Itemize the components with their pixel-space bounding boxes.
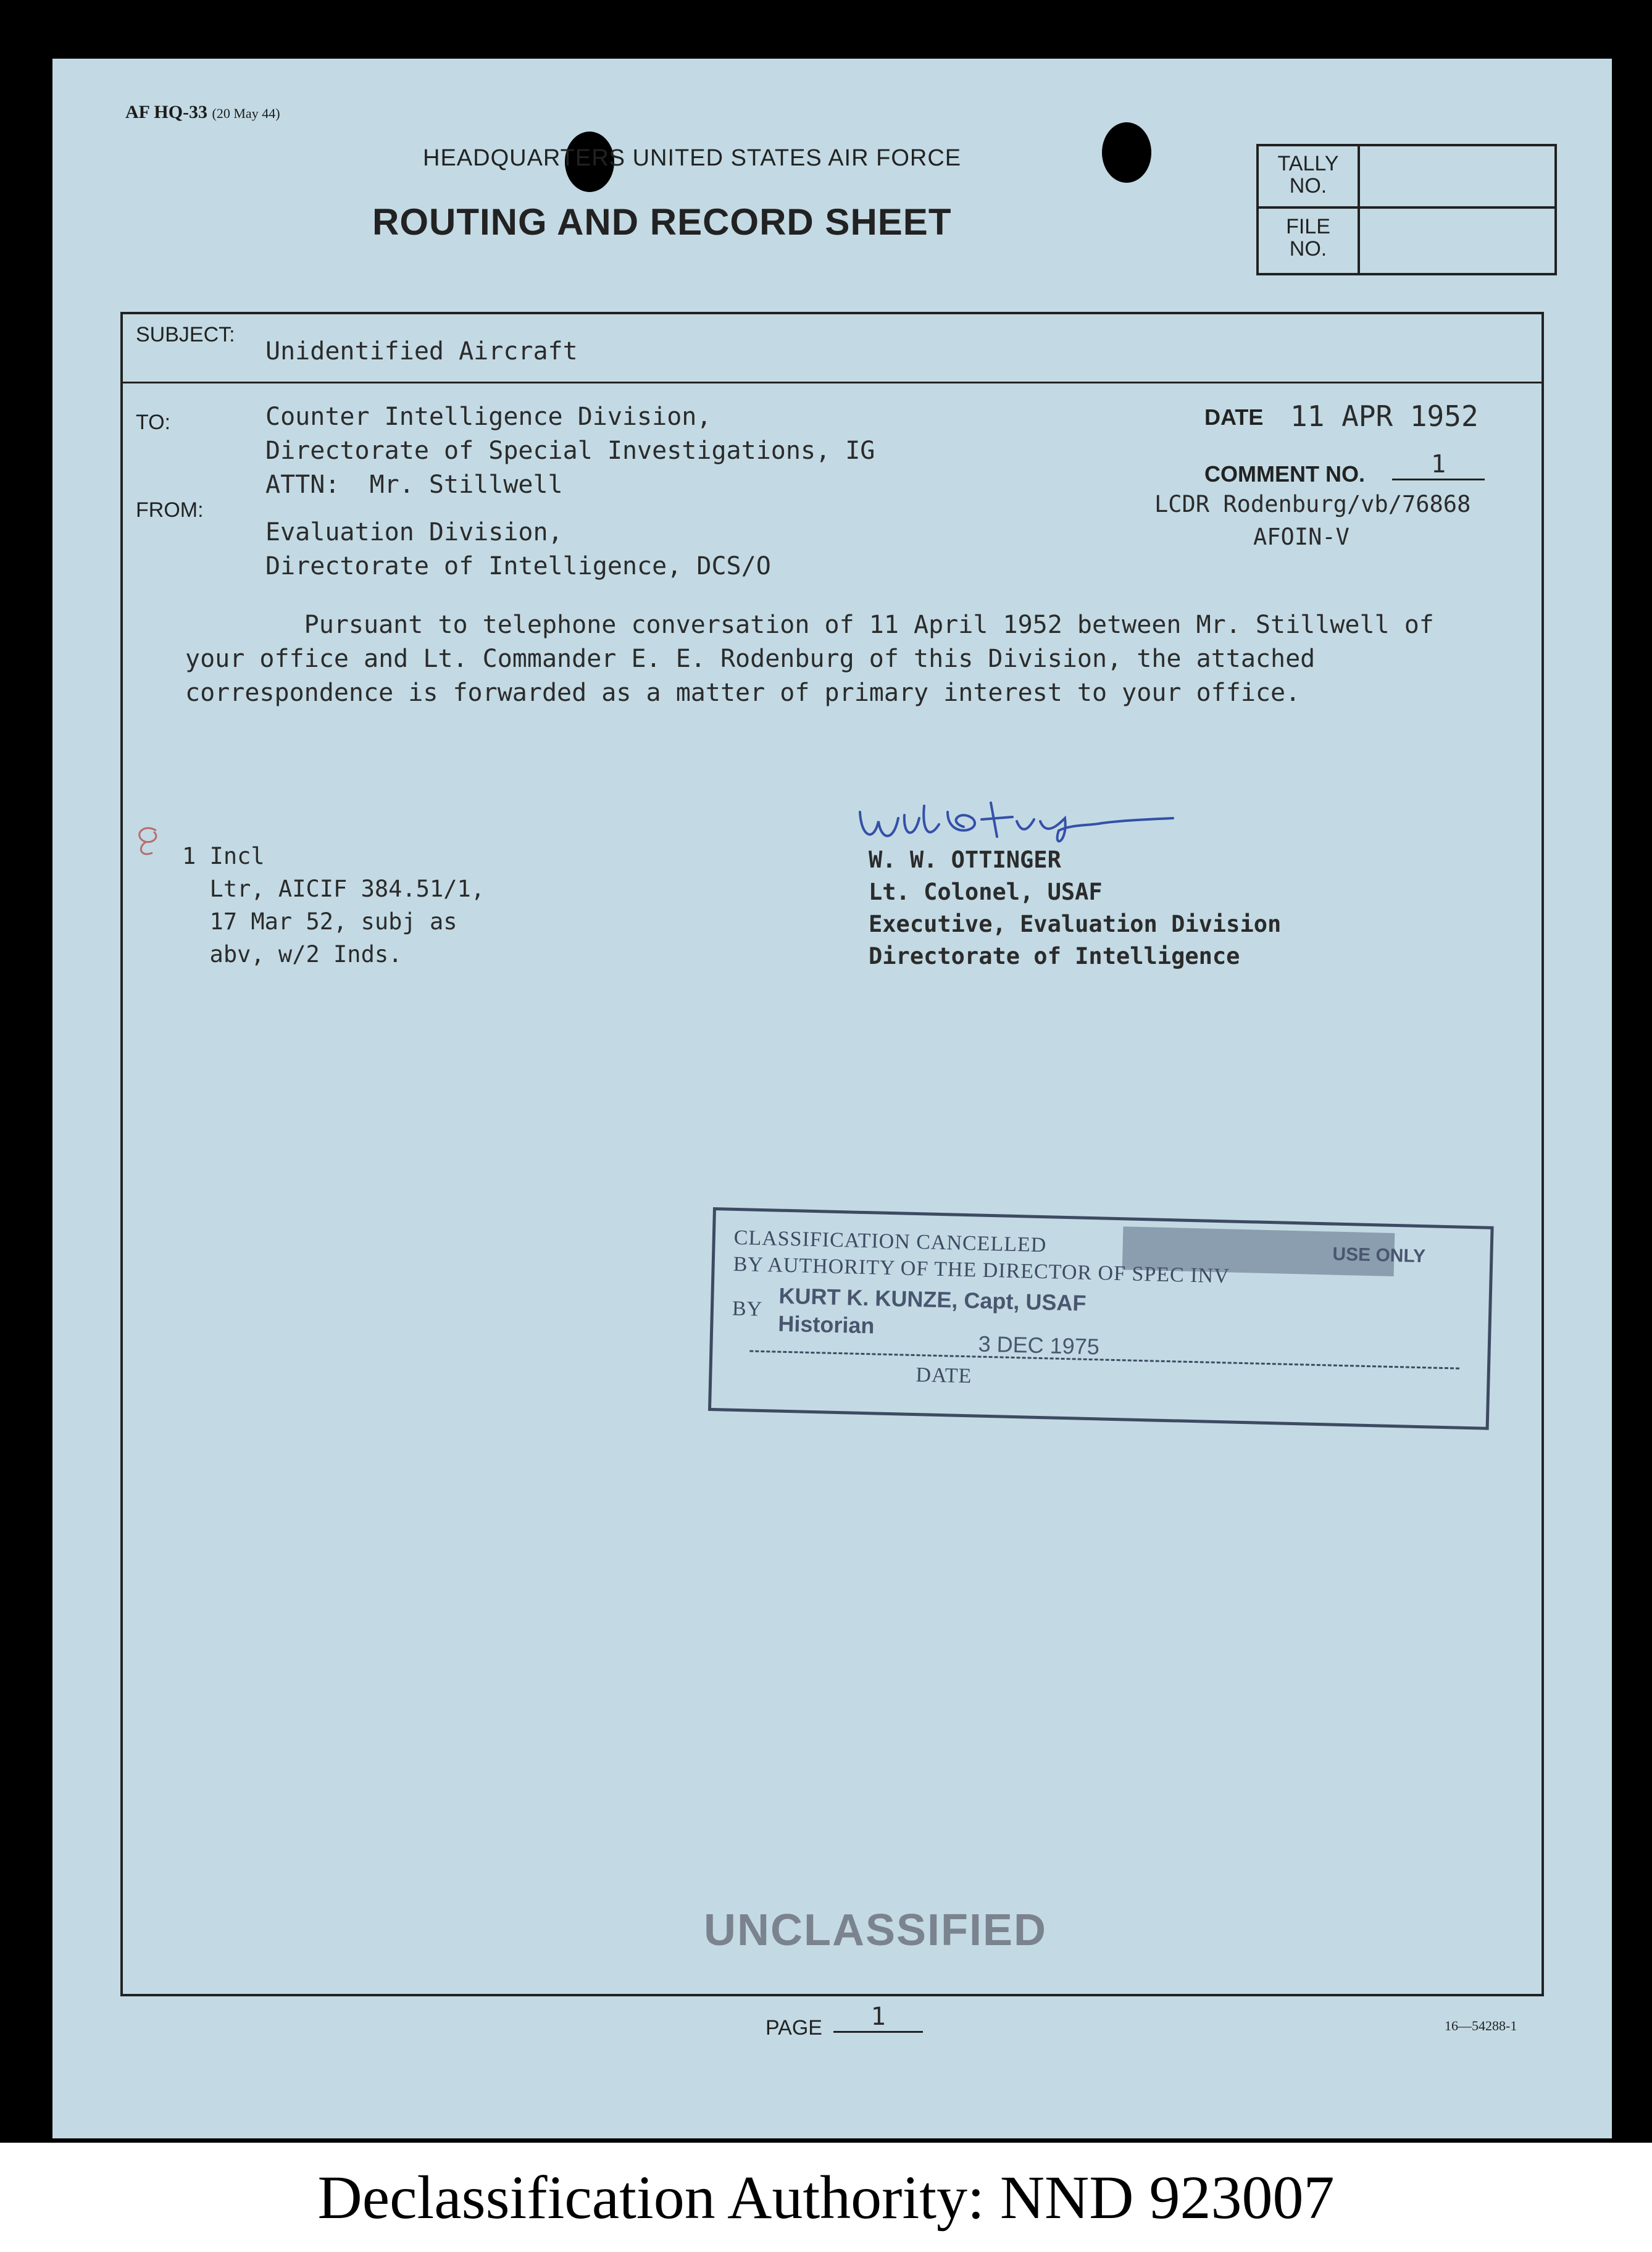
- tally-label-line2: NO.: [1289, 174, 1327, 198]
- form-number: AF HQ-33: [125, 102, 208, 122]
- page-number: 1: [833, 2003, 923, 2033]
- stamp-date-label: DATE: [916, 1363, 972, 1388]
- body-line: Pursuant to telephone conversation of 11 April 1952 between Mr. Stillwell of: [185, 611, 1434, 639]
- declassification-stamp: [708, 1207, 1494, 1430]
- punch-hole-right: [1102, 122, 1151, 183]
- file-label-line2: NO.: [1289, 237, 1327, 261]
- signature-block: [869, 844, 1281, 973]
- subject-separator: [120, 382, 1544, 383]
- subject-label: SUBJECT:: [136, 323, 235, 346]
- header-title: ROUTING AND RECORD SHEET: [372, 201, 952, 243]
- footer-text: Declassification Authority: NND 923007: [317, 2163, 1335, 2232]
- tally-label-line1: TALLY: [1277, 152, 1339, 175]
- signer-title: Executive, Evaluation Division: [869, 911, 1282, 937]
- stamp-officer: KURT K. KUNZE, Capt, USAF: [778, 1283, 1087, 1316]
- page-label: PAGE: [766, 2016, 822, 2040]
- to-address: [265, 400, 875, 502]
- to-line: ATTN: Mr. Stillwell: [265, 471, 563, 499]
- from-address: [265, 516, 771, 584]
- memo-body: [185, 608, 1434, 710]
- from-label: FROM:: [136, 498, 204, 522]
- document-sheet: [52, 59, 1612, 2138]
- tally-divider: [1358, 146, 1360, 273]
- stamp-line1: CLASSIFICATION CANCELLED: [733, 1226, 1047, 1257]
- comment-no-label: COMMENT NO.: [1204, 461, 1365, 487]
- form-identifier: [125, 102, 280, 123]
- tally-row-divider: [1259, 206, 1554, 209]
- form-code: 16—54288-1: [1445, 2018, 1517, 2033]
- signer-rank: Lt. Colonel, USAF: [869, 879, 1103, 905]
- body-line: your office and Lt. Commander E. E. Rodenburg of this Division, the attached: [185, 645, 1316, 673]
- file-label-line1: FILE: [1286, 215, 1330, 238]
- tally-label: [1259, 153, 1358, 197]
- tally-file-box: [1256, 144, 1557, 275]
- header-agency: HEADQUARTERS UNITED STATES AIR FORCE: [423, 145, 962, 171]
- inclosure-line: 17 Mar 52, subj as: [182, 908, 457, 935]
- office-symbol: AFOIN-V: [1253, 524, 1350, 550]
- date-value: 11 APR 1952: [1290, 400, 1479, 433]
- stamp-by-label: BY: [732, 1297, 763, 1321]
- inclosure-list: [182, 840, 485, 971]
- inclosure-line: 1 Incl: [182, 843, 265, 869]
- inclosure-line: Ltr, AICIF 384.51/1,: [182, 876, 485, 902]
- signer-name: W. W. OTTINGER: [869, 847, 1061, 873]
- to-line: Counter Intelligence Division,: [265, 403, 712, 431]
- comment-no-value: 1: [1392, 450, 1485, 480]
- unclassified-marking: UNCLASSIFIED: [704, 1906, 1048, 1955]
- declassification-footer: [0, 2143, 1652, 2252]
- stamp-date-line: [749, 1350, 1459, 1370]
- from-line: Directorate of Intelligence, DCS/O: [265, 552, 771, 580]
- subject-value: Unidentified Aircraft: [265, 337, 578, 366]
- stamp-date: 3 DEC 1975: [978, 1331, 1100, 1360]
- form-date: (20 May 44): [212, 106, 280, 121]
- stamp-line2: BY AUTHORITY OF THE DIRECTOR OF SPEC INV: [733, 1252, 1230, 1288]
- inclosure-line: abv, w/2 Inds.: [182, 941, 403, 968]
- body-line: correspondence is forwarded as a matter of primary interest to your office.: [185, 679, 1301, 707]
- date-label: DATE: [1204, 404, 1264, 430]
- from-line: Evaluation Division,: [265, 518, 563, 546]
- stamp-overprint-text: USE ONLY: [1332, 1244, 1426, 1267]
- originator: LCDR Rodenburg/vb/76868: [1154, 491, 1471, 517]
- handwritten-mark: [131, 823, 175, 860]
- file-label: [1259, 216, 1358, 260]
- to-label: TO:: [136, 411, 171, 434]
- stamp-officer-title: Historian: [777, 1310, 875, 1339]
- signer-directorate: Directorate of Intelligence: [869, 943, 1240, 969]
- to-line: Directorate of Special Investigations, IG: [265, 437, 875, 465]
